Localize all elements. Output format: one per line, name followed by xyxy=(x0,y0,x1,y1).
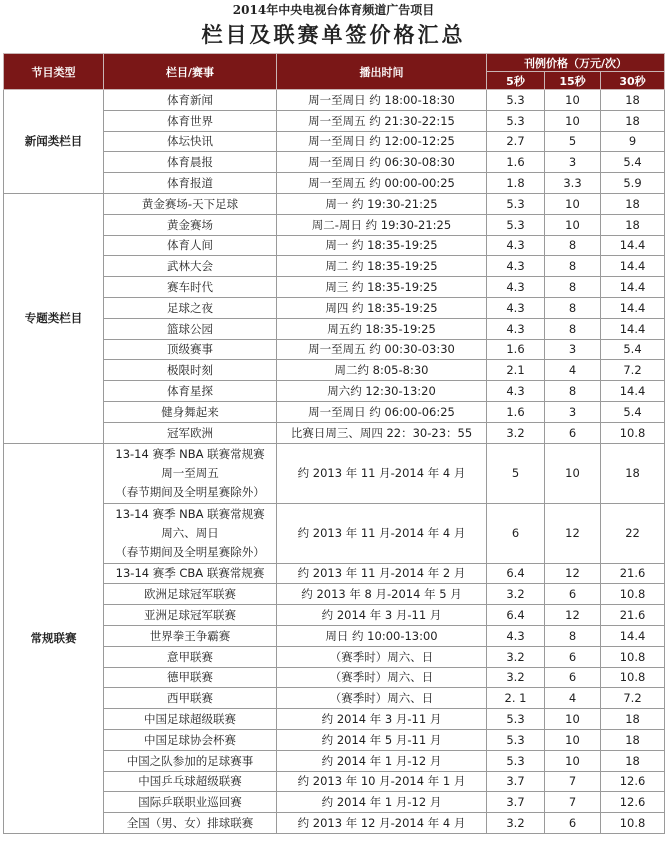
table-row xyxy=(4,110,665,131)
price-5s-cell: 4.3 xyxy=(487,381,545,402)
table-row xyxy=(4,152,665,173)
table-header xyxy=(4,54,665,90)
price-5s-cell: 3.2 xyxy=(487,646,545,667)
airtime-cell: 周一至周五 约 00:30-03:30 xyxy=(277,339,487,360)
price-5s-cell: 1.6 xyxy=(487,152,545,173)
price-5s-cell: 5.3 xyxy=(487,110,545,131)
price-5s-cell: 3.2 xyxy=(487,422,545,443)
program-cell: 13-14 赛季 NBA 联赛常规赛 周一至周五 （春节期间及全明星赛除外） xyxy=(104,443,277,503)
price-5s-cell: 2.1 xyxy=(487,360,545,381)
price-15s-cell: 10 xyxy=(545,90,601,111)
airtime-cell: 周一 约 19:30-21:25 xyxy=(277,193,487,214)
program-cell: 西甲联赛 xyxy=(104,688,277,709)
table-row xyxy=(4,646,665,667)
price-15s-cell: 6 xyxy=(545,584,601,605)
airtime-cell: 周日 约 10:00-13:00 xyxy=(277,625,487,646)
program-cell: 亚洲足球冠军联赛 xyxy=(104,605,277,626)
program-cell: 欧洲足球冠军联赛 xyxy=(104,584,277,605)
table-row xyxy=(4,584,665,605)
document xyxy=(3,0,664,834)
price-30s-cell: 5.4 xyxy=(601,339,665,360)
program-cell: 篮球公园 xyxy=(104,318,277,339)
price-5s-cell: 1.8 xyxy=(487,173,545,194)
airtime-cell: 周一至周日 约 06:30-08:30 xyxy=(277,152,487,173)
price-30s-cell: 21.6 xyxy=(601,605,665,626)
price-5s-cell: 5.3 xyxy=(487,193,545,214)
table-row xyxy=(4,173,665,194)
airtime-cell: 周三 约 18:35-19:25 xyxy=(277,277,487,298)
price-15s-cell: 6 xyxy=(545,667,601,688)
price-15s-cell: 4 xyxy=(545,688,601,709)
program-cell: 世界拳王争霸赛 xyxy=(104,625,277,646)
airtime-cell: （赛季时）周六、日 xyxy=(277,646,487,667)
airtime-cell: 约 2013 年 12 月-2014 年 4 月 xyxy=(277,813,487,834)
airtime-cell: 周一至周五 约 00:00-00:25 xyxy=(277,173,487,194)
price-30s-cell: 5.4 xyxy=(601,152,665,173)
price-15s-cell: 3 xyxy=(545,152,601,173)
airtime-cell: 周四 约 18:35-19:25 xyxy=(277,297,487,318)
program-cell: 13-14 赛季 CBA 联赛常规赛 xyxy=(104,563,277,584)
table-row xyxy=(4,709,665,730)
program-cell: 黄金赛场-天下足球 xyxy=(104,193,277,214)
table-row xyxy=(4,688,665,709)
table-row xyxy=(4,131,665,152)
price-5s-cell: 1.6 xyxy=(487,401,545,422)
price-15s-cell: 3 xyxy=(545,401,601,422)
program-cell: 意甲联赛 xyxy=(104,646,277,667)
price-30s-cell: 9 xyxy=(601,131,665,152)
price-5s-cell: 4.3 xyxy=(487,256,545,277)
airtime-cell: 周一至周日 约 06:00-06:25 xyxy=(277,401,487,422)
price-15s-cell: 8 xyxy=(545,297,601,318)
table-row xyxy=(4,771,665,792)
table-row xyxy=(4,381,665,402)
price-30s-cell: 14.4 xyxy=(601,297,665,318)
price-30s-cell: 10.8 xyxy=(601,667,665,688)
header-program: 栏目/赛事 xyxy=(104,54,277,90)
airtime-cell: （赛季时）周六、日 xyxy=(277,667,487,688)
price-15s-cell: 3 xyxy=(545,339,601,360)
table-row xyxy=(4,339,665,360)
airtime-cell: 周一至周日 约 12:00-12:25 xyxy=(277,131,487,152)
airtime-cell: 周二-周日 约 19:30-21:25 xyxy=(277,214,487,235)
program-cell: 中国足球超级联赛 xyxy=(104,709,277,730)
price-5s-cell: 4.3 xyxy=(487,235,545,256)
table-row xyxy=(4,422,665,443)
document-supertitle: 2014年中央电视台体育频道广告项目 xyxy=(232,3,435,17)
program-cell: 足球之夜 xyxy=(104,297,277,318)
price-15s-cell: 10 xyxy=(545,214,601,235)
table-row xyxy=(4,297,665,318)
price-5s-cell: 6.4 xyxy=(487,605,545,626)
price-5s-cell: 3.2 xyxy=(487,667,545,688)
airtime-cell: （赛季时）周六、日 xyxy=(277,688,487,709)
price-15s-cell: 10 xyxy=(545,110,601,131)
program-cell: 13-14 赛季 NBA 联赛常规赛 周六、周日 （春节期间及全明星赛除外） xyxy=(104,503,277,563)
price-5s-cell: 5.3 xyxy=(487,729,545,750)
price-5s-cell: 3.7 xyxy=(487,792,545,813)
price-30s-cell: 7.2 xyxy=(601,360,665,381)
airtime-cell: 周一至周日 约 18:00-18:30 xyxy=(277,90,487,111)
price-30s-cell: 14.4 xyxy=(601,256,665,277)
document-title: 栏目及联赛单签价格汇总 xyxy=(201,23,466,47)
header-category: 节目类型 xyxy=(4,54,104,90)
airtime-cell: 周二 约 18:35-19:25 xyxy=(277,256,487,277)
program-cell: 中国足球协会杯赛 xyxy=(104,729,277,750)
program-cell: 中国乒乓球超级联赛 xyxy=(104,771,277,792)
price-30s-cell: 18 xyxy=(601,729,665,750)
table-row xyxy=(4,750,665,771)
price-30s-cell: 14.4 xyxy=(601,318,665,339)
price-5s-cell: 6.4 xyxy=(487,563,545,584)
program-cell: 冠军欧洲 xyxy=(104,422,277,443)
table-row xyxy=(4,256,665,277)
program-cell: 黄金赛场 xyxy=(104,214,277,235)
price-15s-cell: 5 xyxy=(545,131,601,152)
program-cell: 赛车时代 xyxy=(104,277,277,298)
price-15s-cell: 6 xyxy=(545,422,601,443)
program-cell: 体育星探 xyxy=(104,381,277,402)
price-30s-cell: 18 xyxy=(601,750,665,771)
price-5s-cell: 5.3 xyxy=(487,709,545,730)
price-15s-cell: 10 xyxy=(545,193,601,214)
program-cell: 健身舞起来 xyxy=(104,401,277,422)
table-row xyxy=(4,318,665,339)
header-price-group: 刊例价格（万元/次） xyxy=(487,54,665,72)
airtime-cell: 比赛日周三、周四 22：30-23：55 xyxy=(277,422,487,443)
price-15s-cell: 4 xyxy=(545,360,601,381)
price-30s-cell: 7.2 xyxy=(601,688,665,709)
price-15s-cell: 8 xyxy=(545,277,601,298)
header-5s: 5秒 xyxy=(487,72,545,90)
price-15s-cell: 7 xyxy=(545,792,601,813)
table-row xyxy=(4,605,665,626)
price-table xyxy=(3,53,665,834)
table-row xyxy=(4,625,665,646)
price-30s-cell: 10.8 xyxy=(601,422,665,443)
table-row xyxy=(4,563,665,584)
airtime-cell: 约 2014 年 5 月-11 月 xyxy=(277,729,487,750)
price-30s-cell: 14.4 xyxy=(601,235,665,256)
price-30s-cell: 18 xyxy=(601,193,665,214)
table-row xyxy=(4,401,665,422)
airtime-cell: 约 2014 年 1 月-12 月 xyxy=(277,750,487,771)
category-cell: 新闻类栏目 xyxy=(4,90,104,194)
table-row xyxy=(4,667,665,688)
price-30s-cell: 18 xyxy=(601,110,665,131)
price-15s-cell: 10 xyxy=(545,729,601,750)
price-15s-cell: 8 xyxy=(545,256,601,277)
price-5s-cell: 3.2 xyxy=(487,584,545,605)
program-cell: 武林大会 xyxy=(104,256,277,277)
price-5s-cell: 3.2 xyxy=(487,813,545,834)
price-5s-cell: 5 xyxy=(487,443,545,503)
table-row xyxy=(4,90,665,111)
price-5s-cell: 4.3 xyxy=(487,277,545,298)
price-5s-cell: 5.3 xyxy=(487,214,545,235)
price-15s-cell: 8 xyxy=(545,318,601,339)
price-5s-cell: 1.6 xyxy=(487,339,545,360)
program-cell: 体坛快讯 xyxy=(104,131,277,152)
price-30s-cell: 12.6 xyxy=(601,792,665,813)
program-cell: 体育报道 xyxy=(104,173,277,194)
price-15s-cell: 12 xyxy=(545,605,601,626)
price-30s-cell: 18 xyxy=(601,709,665,730)
airtime-cell: 约 2014 年 1 月-12 月 xyxy=(277,792,487,813)
program-cell: 体育新闻 xyxy=(104,90,277,111)
program-cell: 国际乒联职业巡回赛 xyxy=(104,792,277,813)
airtime-cell: 约 2013 年 11 月-2014 年 2 月 xyxy=(277,563,487,584)
price-15s-cell: 12 xyxy=(545,563,601,584)
airtime-cell: 约 2013 年 11 月-2014 年 4 月 xyxy=(277,503,487,563)
airtime-cell: 约 2014 年 3 月-11 月 xyxy=(277,605,487,626)
price-5s-cell: 6 xyxy=(487,503,545,563)
price-15s-cell: 10 xyxy=(545,750,601,771)
price-15s-cell: 7 xyxy=(545,771,601,792)
program-cell: 体育晨报 xyxy=(104,152,277,173)
price-15s-cell: 8 xyxy=(545,625,601,646)
header-15s: 15秒 xyxy=(545,72,601,90)
price-30s-cell: 22 xyxy=(601,503,665,563)
price-30s-cell: 18 xyxy=(601,214,665,235)
price-15s-cell: 8 xyxy=(545,381,601,402)
price-30s-cell: 14.4 xyxy=(601,381,665,402)
price-5s-cell: 5.3 xyxy=(487,750,545,771)
table-row xyxy=(4,360,665,381)
price-30s-cell: 18 xyxy=(601,90,665,111)
header-airtime: 播出时间 xyxy=(277,54,487,90)
price-5s-cell: 4.3 xyxy=(487,318,545,339)
table-row xyxy=(4,792,665,813)
price-30s-cell: 12.6 xyxy=(601,771,665,792)
airtime-cell: 周一 约 18:35-19:25 xyxy=(277,235,487,256)
price-5s-cell: 3.7 xyxy=(487,771,545,792)
price-5s-cell: 4.3 xyxy=(487,625,545,646)
table-row xyxy=(4,729,665,750)
table-row xyxy=(4,214,665,235)
category-cell: 常规联赛 xyxy=(4,443,104,833)
price-30s-cell: 5.9 xyxy=(601,173,665,194)
program-cell: 德甲联赛 xyxy=(104,667,277,688)
program-cell: 体育世界 xyxy=(104,110,277,131)
price-30s-cell: 5.4 xyxy=(601,401,665,422)
price-30s-cell: 14.4 xyxy=(601,277,665,298)
airtime-cell: 周五约 18:35-19:25 xyxy=(277,318,487,339)
price-15s-cell: 6 xyxy=(545,646,601,667)
category-cell: 专题类栏目 xyxy=(4,193,104,443)
airtime-cell: 周一至周五 约 21:30-22:15 xyxy=(277,110,487,131)
price-30s-cell: 14.4 xyxy=(601,625,665,646)
price-5s-cell: 5.3 xyxy=(487,90,545,111)
price-15s-cell: 8 xyxy=(545,235,601,256)
price-15s-cell: 12 xyxy=(545,503,601,563)
table-row xyxy=(4,235,665,256)
program-cell: 中国之队参加的足球赛事 xyxy=(104,750,277,771)
table-row xyxy=(4,813,665,834)
table-row xyxy=(4,443,665,503)
price-30s-cell: 10.8 xyxy=(601,584,665,605)
header-30s: 30秒 xyxy=(601,72,665,90)
airtime-cell: 约 2014 年 3 月-11 月 xyxy=(277,709,487,730)
table-row xyxy=(4,193,665,214)
price-15s-cell: 6 xyxy=(545,813,601,834)
airtime-cell: 约 2013 年 11 月-2014 年 4 月 xyxy=(277,443,487,503)
table-row xyxy=(4,277,665,298)
airtime-cell: 约 2013 年 8 月-2014 年 5 月 xyxy=(277,584,487,605)
program-cell: 全国（男、女）排球联赛 xyxy=(104,813,277,834)
program-cell: 极限时刻 xyxy=(104,360,277,381)
price-30s-cell: 18 xyxy=(601,443,665,503)
price-5s-cell: 4.3 xyxy=(487,297,545,318)
price-15s-cell: 10 xyxy=(545,443,601,503)
program-cell: 体育人间 xyxy=(104,235,277,256)
airtime-cell: 周六约 12:30-13:20 xyxy=(277,381,487,402)
price-30s-cell: 21.6 xyxy=(601,563,665,584)
price-30s-cell: 10.8 xyxy=(601,646,665,667)
airtime-cell: 周二约 8:05-8:30 xyxy=(277,360,487,381)
program-cell: 顶级赛事 xyxy=(104,339,277,360)
price-15s-cell: 3.3 xyxy=(545,173,601,194)
table-body xyxy=(4,90,665,834)
price-30s-cell: 10.8 xyxy=(601,813,665,834)
price-5s-cell: 2. 1 xyxy=(487,688,545,709)
table-row xyxy=(4,503,665,563)
price-5s-cell: 2.7 xyxy=(487,131,545,152)
price-15s-cell: 10 xyxy=(545,709,601,730)
airtime-cell: 约 2013 年 10 月-2014 年 1 月 xyxy=(277,771,487,792)
